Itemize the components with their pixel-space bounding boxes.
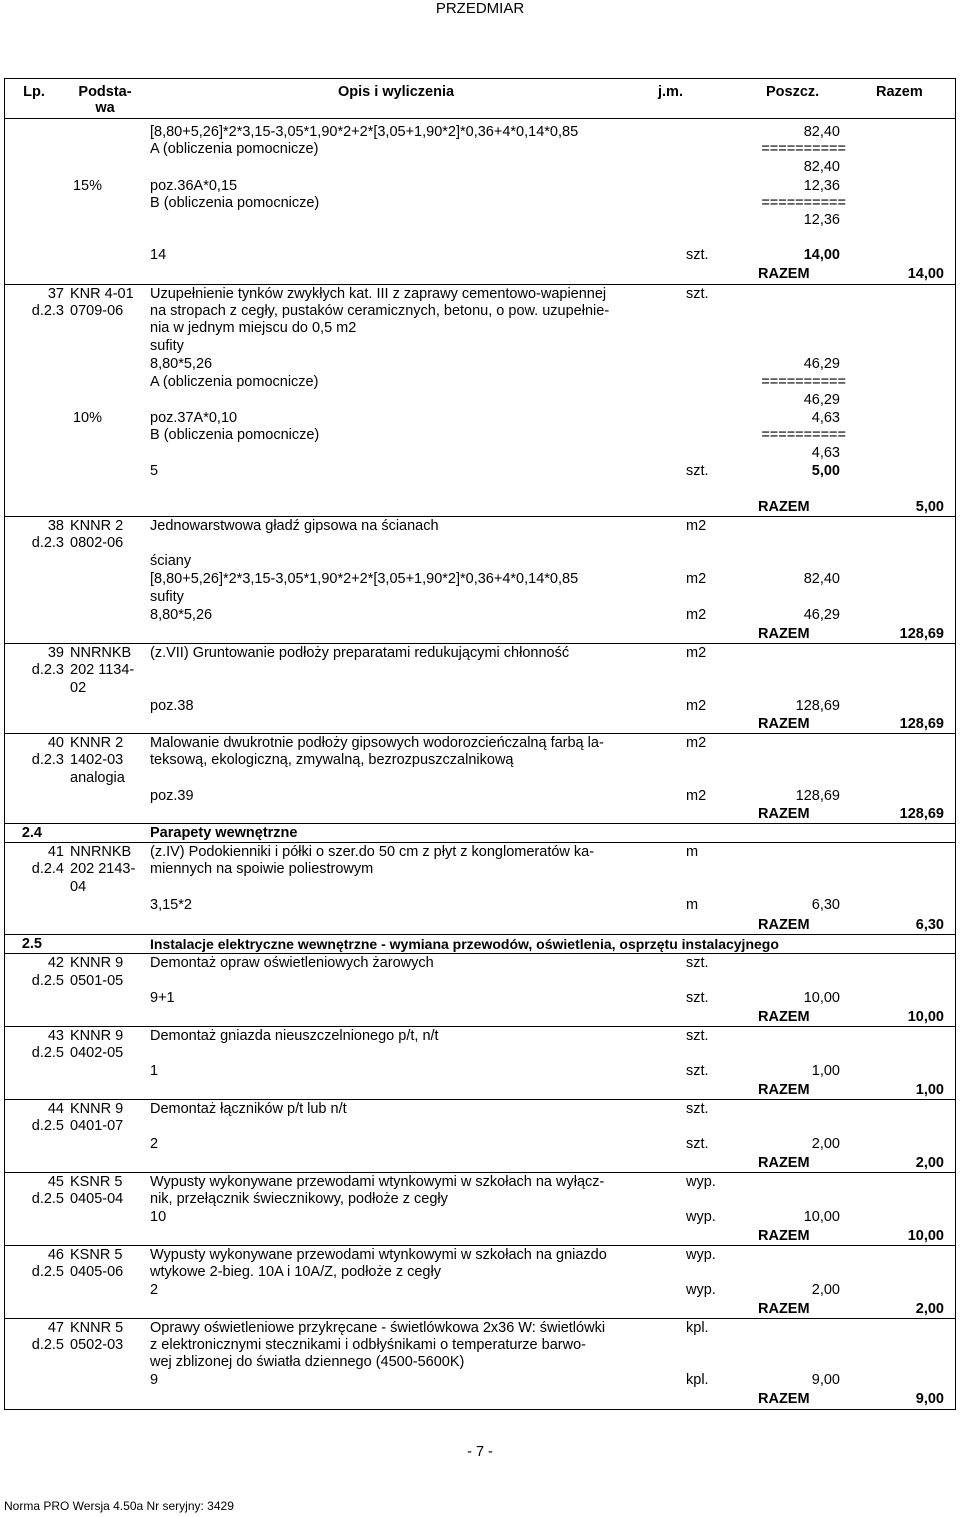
norm-code: 0402-05 xyxy=(70,1045,124,1061)
razem-label: RAZEM xyxy=(758,1155,810,1171)
row-separator xyxy=(4,284,956,285)
item-chapter: d.2.5 xyxy=(31,1045,64,1061)
calc-line: [8,80+5,26]*2*3,15-3,05*1,90*2+2*[3,05+1,90*2]*0,36+4*0,14*0,85 xyxy=(150,124,579,140)
norm-code: 202 1134- xyxy=(70,662,135,678)
norm-code: 0709-06 xyxy=(70,303,124,319)
razem-value: 10,00 xyxy=(907,1228,944,1244)
value: 46,29 xyxy=(803,392,840,408)
item-chapter: d.2.5 xyxy=(31,973,64,989)
razem-label: RAZEM xyxy=(758,266,810,282)
col-poszcz: Poszcz. xyxy=(766,84,820,100)
row-separator xyxy=(4,842,956,843)
calc-unit: m2 xyxy=(686,788,707,804)
calc-unit: m2 xyxy=(686,698,707,714)
item-description: z elektronicznymi stecznikami i odbłyśnikami o temperaturze barwo- xyxy=(150,1337,586,1353)
row-separator xyxy=(4,1245,956,1246)
item-chapter: d.2.5 xyxy=(31,1337,64,1353)
item-number: 45 xyxy=(47,1174,64,1190)
item-number: 39 xyxy=(47,645,64,661)
header-bottom-border xyxy=(4,118,956,119)
item-description: Demontaż gniazda nieuszczelnionego p/t, n/t xyxy=(150,1028,439,1044)
value: 1,00 xyxy=(811,1063,840,1079)
value: ========== xyxy=(761,374,846,390)
item-number: 40 xyxy=(47,735,64,751)
norm-code: KNNR 9 xyxy=(70,1028,124,1044)
value: ========== xyxy=(761,427,846,443)
calc-line: ściany xyxy=(150,553,192,569)
razem-value: 128,69 xyxy=(899,716,944,732)
calc-line: poz.39 xyxy=(150,788,194,804)
razem-value: 9,00 xyxy=(915,1391,944,1407)
razem-label: RAZEM xyxy=(758,626,810,642)
norm-code: 04 xyxy=(70,879,87,895)
norm-code: KNNR 2 xyxy=(70,735,124,751)
item-description: Malowanie dwukrotnie podłoży gipsowych wodorozcieńczalną farbą la- xyxy=(150,735,604,751)
calc-line: 2 xyxy=(150,1282,159,1298)
row-separator xyxy=(4,1318,956,1319)
item-chapter: d.2.3 xyxy=(31,303,64,319)
row-separator xyxy=(4,516,956,517)
col-jm: j.m. xyxy=(658,84,683,100)
item-unit: kpl. xyxy=(686,1320,709,1336)
razem-value: 14,00 xyxy=(907,266,944,282)
page-title: PRZEDMIAR xyxy=(435,0,525,17)
value: ========== xyxy=(761,195,846,211)
calc-unit: szt. xyxy=(686,1136,709,1152)
item-description: (z.VII) Gruntowanie podłoży preparatami redukującymi chłonność xyxy=(150,645,570,661)
razem-label: RAZEM xyxy=(758,716,810,732)
calc-line: 9+1 xyxy=(150,990,175,1006)
razem-value: 1,00 xyxy=(915,1082,944,1098)
item-number: 37 xyxy=(47,286,64,302)
row-separator xyxy=(4,1026,956,1027)
calc-line: A (obliczenia pomocnicze) xyxy=(150,141,319,157)
value: 12,36 xyxy=(803,178,840,194)
table-right-border xyxy=(955,78,956,1409)
norm-code: NNRNKB xyxy=(70,645,132,661)
calc-line: sufity xyxy=(150,589,184,605)
razem-label: RAZEM xyxy=(758,499,810,515)
value: 6,30 xyxy=(811,897,840,913)
col-podstawa-cont: wa xyxy=(95,100,115,116)
item-description: Wypusty wykonywane przewodami wtynkowymi w szkołach na wyłącz- xyxy=(150,1174,605,1190)
item-description: teksową, ekologiczną, zmywalną, bezrozpuszczalnikową xyxy=(150,752,514,768)
item-chapter: d.2.5 xyxy=(31,1191,64,1207)
item-description: (z.IV) Podokienniki i półki o szer.do 50 cm z płyt z konglomeratów ka- xyxy=(150,844,595,860)
norm-code: 0802-06 xyxy=(70,535,124,551)
row-separator xyxy=(4,733,956,734)
item-unit: m2 xyxy=(686,518,707,534)
value: 128,69 xyxy=(795,788,840,804)
item-unit: m2 xyxy=(686,645,707,661)
norm-code: KSNR 5 xyxy=(70,1174,123,1190)
norm-code: 0401-07 xyxy=(70,1118,124,1134)
norm-code: 0405-04 xyxy=(70,1191,124,1207)
item-unit: szt. xyxy=(686,1101,709,1117)
norm-code: KNNR 2 xyxy=(70,518,124,534)
value: 82,40 xyxy=(803,571,840,587)
value: 2,00 xyxy=(811,1136,840,1152)
item-unit: wyp. xyxy=(686,1247,716,1263)
razem-value: 2,00 xyxy=(915,1155,944,1171)
item-chapter: d.2.3 xyxy=(31,662,64,678)
norm-code: 0405-06 xyxy=(70,1264,124,1280)
table-bottom-border xyxy=(4,1409,956,1410)
value: 12,36 xyxy=(803,212,840,228)
calc-line: [8,80+5,26]*2*3,15-3,05*1,90*2+2*[3,05+1,90*2]*0,36+4*0,14*0,85 xyxy=(150,571,579,587)
razem-label: RAZEM xyxy=(758,917,810,933)
item-number: 44 xyxy=(47,1101,64,1117)
razem-value: 2,00 xyxy=(915,1301,944,1317)
row-separator xyxy=(4,1099,956,1100)
item-description: miennych na spoiwie poliestrowym xyxy=(150,861,374,877)
item-description: Wypusty wykonywane przewodami wtynkowymi w szkołach na gniazdo xyxy=(150,1247,607,1263)
item-unit: szt. xyxy=(686,286,709,302)
calc-line: sufity xyxy=(150,338,184,354)
row-separator xyxy=(4,1172,956,1173)
norm-code: KNNR 5 xyxy=(70,1320,124,1336)
item-description: nik, przełącznik świecznikowy, podłoże z cegły xyxy=(150,1191,448,1207)
item-chapter: d.2.5 xyxy=(31,1264,64,1280)
norm-code: KNNR 9 xyxy=(70,1101,124,1117)
qty-unit: szt. xyxy=(686,247,709,263)
item-number: 42 xyxy=(47,955,64,971)
calc-unit: szt. xyxy=(686,1063,709,1079)
item-number: 47 xyxy=(47,1320,64,1336)
razem-value: 10,00 xyxy=(907,1009,944,1025)
row-separator xyxy=(4,953,956,954)
item-description: Demontaż opraw oświetleniowych żarowych xyxy=(150,955,434,971)
item-description: wej zblizonej do światła dziennego (4500-5600K) xyxy=(150,1354,465,1370)
razem-label: RAZEM xyxy=(758,806,810,822)
razem-value: 5,00 xyxy=(915,499,944,515)
calc-line: 8,80*5,26 xyxy=(150,356,213,372)
item-chapter: d.2.5 xyxy=(31,1118,64,1134)
item-description: na stropach z cegły, pustaków ceramicznych, betonu, o pow. uzupełnie- xyxy=(150,303,610,319)
value: 128,69 xyxy=(795,698,840,714)
razem-value: 128,69 xyxy=(899,626,944,642)
value: ========== xyxy=(761,141,846,157)
item-description: wtykowe 2-bieg. 10A i 10A/Z, podłoże z cegły xyxy=(150,1264,441,1280)
calc-unit: wyp. xyxy=(686,1282,716,1298)
calc-line: 2 xyxy=(150,1136,159,1152)
section-number: 2.4 xyxy=(21,825,42,841)
calc-unit: m2 xyxy=(686,607,707,623)
norm-code: KSNR 5 xyxy=(70,1247,123,1263)
razem-value: 6,30 xyxy=(915,917,944,933)
razem-label: RAZEM xyxy=(758,1301,810,1317)
norm-code: NNRNKB xyxy=(70,844,132,860)
norm-code: analogia xyxy=(70,770,125,786)
calc-unit: m xyxy=(686,897,699,913)
footer-text: Norma PRO Wersja 4.50a Nr seryjny: 3429 xyxy=(4,1499,234,1513)
qty-expr: 5 xyxy=(150,463,159,479)
qty-expr: 14 xyxy=(150,247,167,263)
section-number: 2.5 xyxy=(21,936,42,952)
item-description: Demontaż łączników p/t lub n/t xyxy=(150,1101,347,1117)
value: 46,29 xyxy=(803,607,840,623)
value: 4,63 xyxy=(811,445,840,461)
item-unit: wyp. xyxy=(686,1174,716,1190)
calc-line: A (obliczenia pomocnicze) xyxy=(150,374,319,390)
value: 82,40 xyxy=(803,159,840,175)
value: 46,29 xyxy=(803,356,840,372)
item-description: Uzupełnienie tynków zwykłych kat. III z zaprawy cementowo-wapiennej xyxy=(150,286,607,302)
item-description: nia w jednym miejscu do 0,5 m2 xyxy=(150,320,357,336)
section-title: Parapety wewnętrzne xyxy=(150,825,298,841)
item-number: 38 xyxy=(47,518,64,534)
norm-code: 1402-03 xyxy=(70,752,124,768)
razem-value: 128,69 xyxy=(899,806,944,822)
calc-line: 3,15*2 xyxy=(150,897,192,913)
norm-code: 202 2143- xyxy=(70,861,136,877)
calc-line: 9 xyxy=(150,1372,159,1388)
calc-unit: szt. xyxy=(686,990,709,1006)
calc-line: 10 xyxy=(150,1209,167,1225)
row-separator xyxy=(4,934,956,935)
col-podstawa: Podsta- xyxy=(78,84,132,100)
item-unit: m2 xyxy=(686,735,707,751)
item-chapter: d.2.4 xyxy=(31,861,64,877)
value: 10,00 xyxy=(803,990,840,1006)
calc-line: poz.38 xyxy=(150,698,194,714)
qty-value: 14,00 xyxy=(803,247,840,263)
calc-line: 8,80*5,26 xyxy=(150,607,213,623)
norm-code: 0501-05 xyxy=(70,973,124,989)
razem-label: RAZEM xyxy=(758,1009,810,1025)
razem-label: RAZEM xyxy=(758,1228,810,1244)
item-unit: szt. xyxy=(686,955,709,971)
percent: 15% xyxy=(72,178,102,194)
item-number: 41 xyxy=(47,844,64,860)
col-razem: Razem xyxy=(876,84,923,100)
item-unit: m xyxy=(686,844,699,860)
calc-line: poz.37A*0,10 xyxy=(150,410,238,426)
calc-unit: m2 xyxy=(686,571,707,587)
row-separator xyxy=(4,823,956,824)
item-chapter: d.2.3 xyxy=(31,752,64,768)
calc-line: B (obliczenia pomocnicze) xyxy=(150,427,320,443)
value: 4,63 xyxy=(811,410,840,426)
norm-code: 02 xyxy=(70,680,87,696)
item-unit: szt. xyxy=(686,1028,709,1044)
calc-line: B (obliczenia pomocnicze) xyxy=(150,195,320,211)
calc-unit: wyp. xyxy=(686,1209,716,1225)
col-opis: Opis i wyliczenia xyxy=(338,84,455,100)
qty-unit: szt. xyxy=(686,463,709,479)
value: 10,00 xyxy=(803,1209,840,1225)
row-separator xyxy=(4,643,956,644)
item-number: 43 xyxy=(47,1028,64,1044)
razem-label: RAZEM xyxy=(758,1082,810,1098)
razem-label: RAZEM xyxy=(758,1391,810,1407)
item-description: Oprawy oświetleniowe przykręcane - świetlówkowa 2x36 W: świetlówki xyxy=(150,1320,606,1336)
calc-line: poz.36A*0,15 xyxy=(150,178,238,194)
calc-unit: kpl. xyxy=(686,1372,709,1388)
table-top-border xyxy=(4,78,956,79)
value: 9,00 xyxy=(811,1372,840,1388)
page-number: - 7 - xyxy=(467,1444,493,1460)
item-description: Jednowarstwowa gładź gipsowa na ścianach xyxy=(150,518,439,534)
qty-value: 5,00 xyxy=(811,463,840,479)
item-chapter: d.2.3 xyxy=(31,535,64,551)
norm-code: KNNR 9 xyxy=(70,955,124,971)
section-title: Instalacje elektryczne wewnętrzne - wymiana przewodów, oświetlenia, osprzętu instalacyjnego xyxy=(150,936,779,952)
col-lp: Lp. xyxy=(23,84,45,100)
norm-code: 0502-03 xyxy=(70,1337,124,1353)
item-number: 46 xyxy=(47,1247,64,1263)
value: 82,40 xyxy=(803,124,840,140)
value: 2,00 xyxy=(811,1282,840,1298)
norm-code: KNR 4-01 xyxy=(70,286,134,302)
percent: 10% xyxy=(72,410,102,426)
calc-line: 1 xyxy=(150,1063,159,1079)
